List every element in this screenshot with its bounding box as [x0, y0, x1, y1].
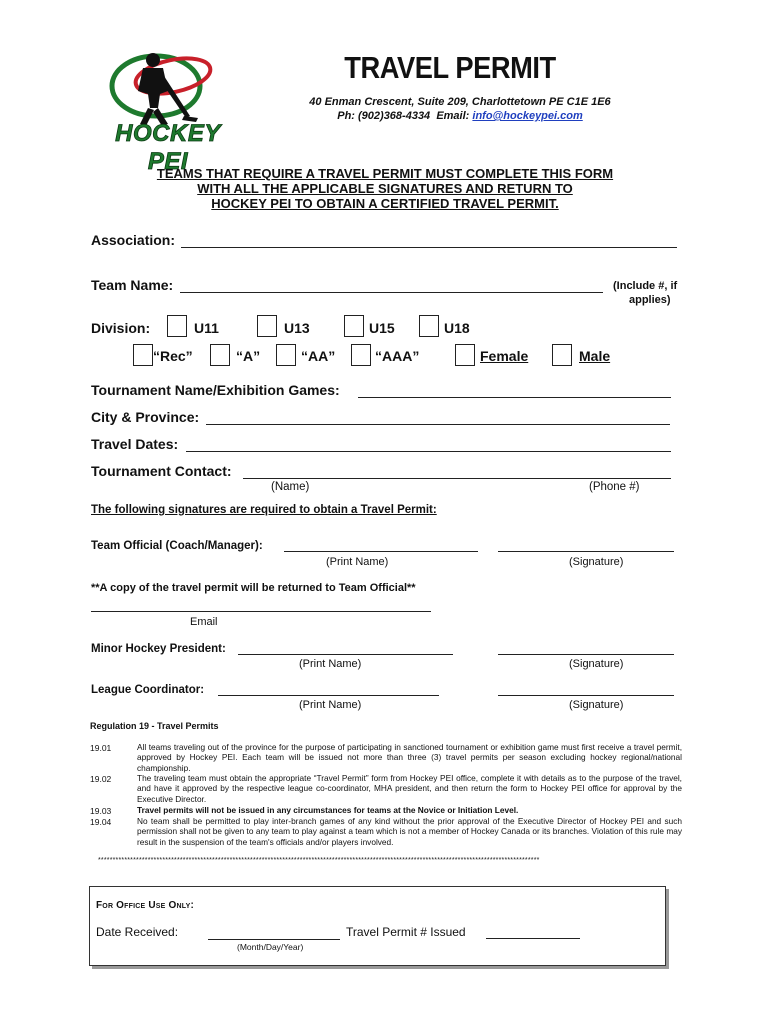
reg-num-3: 19.03 [90, 806, 112, 816]
notice-line-3: HOCKEY PEI TO OBTAIN A CERTIFIED TRAVEL PERMIT. [211, 196, 559, 211]
email-label: Email: [436, 110, 470, 122]
notice-line-2: WITH ALL THE APPLICABLE SIGNATURES AND RETURN TO [197, 181, 573, 196]
team-note-2: applies) [629, 294, 671, 306]
female-label: Female [480, 348, 529, 364]
regulation-title: Regulation 19 - Travel Permits [90, 721, 219, 731]
notice-line-1: TEAMS THAT REQUIRE A TRAVEL PERMIT MUST COMPLETE THIS FORM [156, 166, 614, 181]
contact-line [290, 110, 630, 122]
date-received-label: Date Received: [96, 925, 179, 939]
office-use-box [89, 886, 666, 966]
checkbox-male[interactable] [552, 344, 572, 366]
copy-note: **A copy of the travel permit will be returned to Team Official** [91, 582, 416, 594]
u11-label: U11 [194, 320, 219, 336]
aa-label: “AA” [301, 348, 336, 364]
league-coordinator-signature-input[interactable] [498, 695, 674, 696]
reg-text-1: All teams traveling out of the province for the purpose of participating in sanctioned tournament or exhibition game must first receive a travel permit, approved by Hockey PEI. Each team will be issued not more than three (3) travel permits per season excluding hockey regional/national championship. [137, 742, 682, 773]
checkbox-u13[interactable] [257, 315, 277, 337]
logo-text: HOCKEY PEI [115, 120, 221, 175]
reg-text-2: The traveling team must obtain the appropriate “Travel Permit” form from Hockey PEI office, complete it with details as to the purpose of the travel, and have it approved by the respective league co-coordinator, MHA president, and then return the form to Hockey PEI office for approval by the Executive Director. [137, 773, 682, 804]
rec-label: “Rec” [153, 348, 193, 364]
team-official-name-input[interactable] [284, 551, 478, 552]
city-label: City & Province: [91, 409, 200, 425]
checkbox-a[interactable] [210, 344, 230, 366]
date-format-caption: (Month/Day/Year) [237, 942, 304, 952]
minor-president-label: Minor Hockey President: [91, 643, 226, 655]
league-coordinator-label: League Coordinator: [91, 684, 205, 696]
team-name-label: Team Name: [91, 277, 174, 293]
team-official-print-caption: (Print Name) [326, 556, 389, 568]
reg-num-4: 19.04 [90, 817, 112, 827]
minor-president-print-caption: (Print Name) [299, 658, 362, 670]
association-label: Association: [91, 232, 176, 248]
permit-issued-label: Travel Permit # Issued [346, 925, 466, 939]
reg-text-4: No team shall be permitted to play inter-branch games of any kind without the prior approval of the Executive Director of Hockey PEI and such permission shall not be given to any team to play against a team which is not a member of Hockey Canada or its branches. Violation of this rule may result in the suspension of the team's officials and/or players involved. [137, 816, 682, 847]
team-note-1: (Include #, if [613, 280, 678, 292]
association-input[interactable] [181, 247, 677, 248]
division-label: Division: [91, 320, 151, 336]
aaa-label: “AAA” [375, 348, 420, 364]
page-title: TRAVEL PERMIT [344, 50, 556, 85]
address: 40 Enman Crescent, Suite 209, Charlottetown PE C1E 1E6 [309, 96, 611, 108]
checkbox-aaa[interactable] [351, 344, 371, 366]
separator: ******************************************************************************************************************************************************* [98, 857, 540, 864]
checkbox-u11[interactable] [167, 315, 187, 337]
office-use-title: For Office Use Only: [96, 900, 194, 911]
u18-label: U18 [444, 320, 470, 336]
league-coordinator-print-caption: (Print Name) [299, 699, 362, 711]
reg-num-1: 19.01 [90, 743, 112, 753]
email-link[interactable]: info@hockeypei.com [472, 110, 583, 122]
dates-input[interactable] [186, 451, 671, 452]
signatures-heading: The following signatures are required to obtain a Travel Permit: [91, 504, 437, 516]
team-name-input[interactable] [180, 292, 603, 293]
reg-text-3: Travel permits will not be issued in any circumstances for teams at the Novice or Initiation Level. [137, 805, 519, 815]
contact-label: Tournament Contact: [91, 463, 232, 479]
minor-president-signature-caption: (Signature) [569, 658, 624, 670]
team-official-label: Team Official (Coach/Manager): [91, 540, 263, 552]
contact-phone-caption: (Phone #) [589, 481, 640, 493]
a-label: “A” [236, 348, 261, 364]
checkbox-aa[interactable] [276, 344, 296, 366]
permit-issued-input[interactable] [486, 938, 580, 939]
tournament-label: Tournament Name/Exhibition Games: [91, 382, 340, 398]
city-input[interactable] [206, 424, 670, 425]
hockey-pei-logo [98, 46, 238, 175]
phone: Ph: (902)368-4334 [337, 110, 431, 122]
male-label: Male [579, 348, 611, 364]
email-caption: Email [190, 616, 218, 628]
contact-name-caption: (Name) [271, 481, 310, 493]
reg-num-2: 19.02 [90, 774, 112, 784]
team-official-signature-input[interactable] [498, 551, 674, 552]
checkbox-rec[interactable] [133, 344, 153, 366]
team-official-signature-caption: (Signature) [569, 556, 624, 568]
minor-president-signature-input[interactable] [498, 654, 674, 655]
league-coordinator-name-input[interactable] [218, 695, 439, 696]
minor-president-name-input[interactable] [238, 654, 453, 655]
league-coordinator-signature-caption: (Signature) [569, 699, 624, 711]
u15-label: U15 [369, 320, 395, 336]
u13-label: U13 [284, 320, 310, 336]
tournament-input[interactable] [358, 397, 671, 398]
date-received-input[interactable] [208, 939, 340, 940]
email-input[interactable] [91, 611, 431, 612]
checkbox-u18[interactable] [419, 315, 439, 337]
checkbox-female[interactable] [455, 344, 475, 366]
contact-input[interactable] [243, 478, 671, 479]
dates-label: Travel Dates: [91, 436, 179, 452]
checkbox-u15[interactable] [344, 315, 364, 337]
